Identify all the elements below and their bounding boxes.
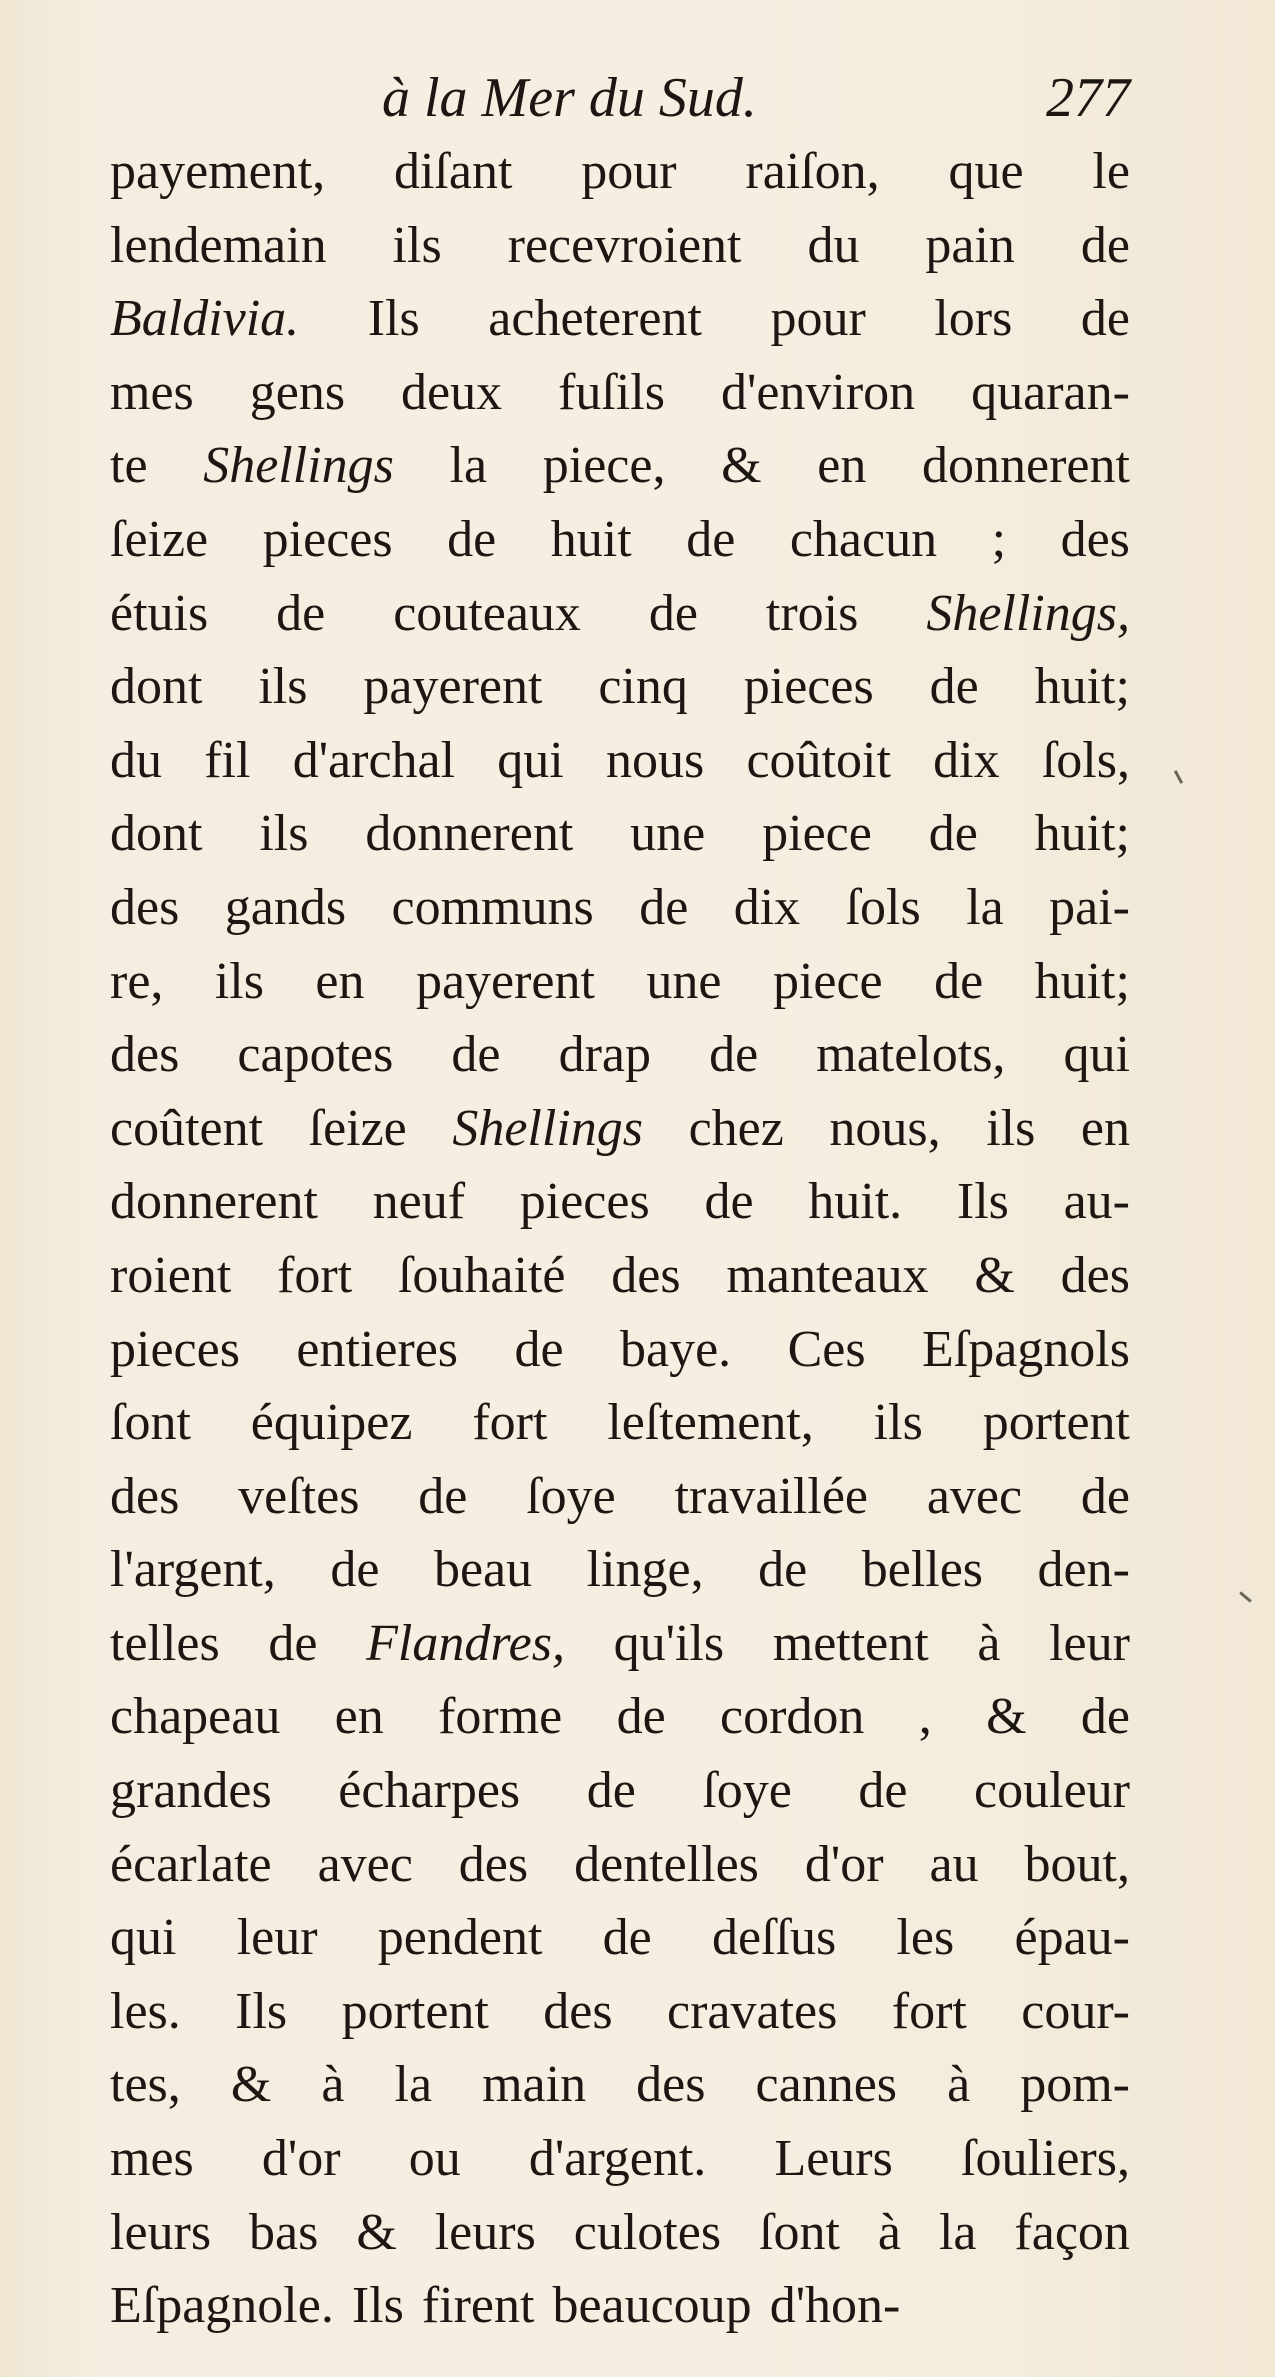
word: chacun [789,510,938,568]
word: fort [277,1246,353,1304]
text-line [110,429,1130,503]
word: des [458,1835,529,1893]
word: dix [733,878,801,936]
word: main [482,2056,587,2114]
margin-mark [1174,770,1183,784]
word: ſols [845,878,921,936]
word: de [418,1467,468,1525]
text-line [110,1313,1130,1387]
word: ils [986,1099,1036,1157]
word: deux [401,363,503,421]
word: neuf [372,1173,466,1231]
word: Ils [367,290,420,348]
word: de [704,1173,754,1231]
word: matelots, [816,1026,1006,1084]
word: des [1060,1246,1130,1304]
word: de [758,1541,808,1599]
word: de [1080,1467,1130,1525]
word: des [636,2056,706,2114]
word: de [1080,1688,1130,1746]
word: & [986,1688,1027,1746]
word: épau- [1014,1909,1130,1967]
word: capotes [237,1026,394,1084]
text-line [110,1239,1130,1313]
word: quaran- [971,363,1130,421]
word: de [929,658,979,716]
word: que [948,143,1024,200]
word: nous, [829,1099,941,1157]
word: & [974,1246,1015,1304]
word: à [877,2203,901,2261]
word: telles [110,1614,220,1672]
word: qui [497,731,564,789]
word: en [334,1688,384,1746]
word: pain [925,216,1015,274]
word: de [330,1541,380,1599]
word: te [110,437,148,495]
word: ſouhaité [397,1246,566,1304]
word: de [709,1026,759,1084]
text-line [110,1092,1130,1166]
word: donnerent [110,1173,318,1231]
text-line [110,1828,1130,1902]
word: de [686,510,736,568]
word: chapeau [110,1688,281,1746]
word: Shellings, [926,584,1130,642]
word: au [929,1835,979,1893]
word: manteaux [726,1246,929,1304]
word: leur [236,1909,318,1967]
word: huit. [808,1173,903,1231]
word: ; [991,510,1007,568]
word: ils [259,805,309,863]
word: mes [110,363,194,421]
word: Leurs [774,2130,893,2188]
word: piece [762,805,872,863]
word: de [858,1762,908,1820]
word: Baldivia. [110,290,300,348]
word: pour [581,143,677,200]
text-line [110,1901,1130,1975]
word: des [543,1982,613,2040]
word: communs [391,878,594,936]
text-line [110,1607,1130,1681]
word: leurs [110,2203,212,2261]
word: mes [110,2130,194,2188]
word: lendemain [110,216,327,274]
word: ſont [110,1394,191,1452]
word: dont [110,805,203,863]
word: de [514,1320,564,1378]
text-line [110,209,1130,283]
text-line [110,650,1130,724]
word: trois [765,584,859,642]
word: des [1060,510,1130,568]
word: & [356,2203,397,2261]
page-header [110,58,1130,138]
word: la [938,2203,977,2261]
word: Shellings [203,437,394,495]
word: cinq [598,658,688,716]
word: pieces [519,1173,650,1231]
text-line [110,1165,1130,1239]
word: entieres [296,1320,459,1378]
text-line [110,797,1130,871]
word: leſtement, [607,1394,814,1452]
text-line [110,356,1130,430]
word: ſeize [308,1099,407,1157]
word: portent [982,1394,1130,1452]
word: de [447,510,497,568]
word: leurs [434,2203,536,2261]
word: pendent [377,1909,543,1967]
word: l'argent, [110,1541,276,1599]
word: à [977,1614,1001,1672]
word: lors [934,290,1013,348]
word: dix [933,731,1000,789]
word: belles [861,1541,984,1599]
word: & [721,437,762,495]
word: les [896,1909,955,1967]
word: Ces [787,1320,866,1378]
word: bas [249,2203,319,2261]
word: du [110,731,162,789]
word: la [394,2056,433,2114]
word: une [646,952,722,1010]
word: de [451,1026,501,1084]
word: d'hon- [769,2277,901,2335]
word: qui [110,1909,177,1967]
word: de [276,584,326,642]
word: du [807,216,860,274]
page-number: 277 [1046,67,1130,129]
text-line [110,1680,1130,1754]
text-line [110,577,1130,651]
word: nous [605,731,705,789]
word: ſoye [526,1467,616,1525]
word: fort [472,1394,548,1452]
word: pom- [1020,2056,1130,2114]
word: fuſils [558,363,665,421]
word: en [1080,1099,1130,1157]
word: avec [317,1835,413,1893]
word: qu'ils [613,1614,725,1672]
word: Eſpagnols [922,1320,1130,1378]
word: payerent [415,952,595,1010]
word: ils [258,658,308,716]
word: coûtoit [746,731,891,789]
word: dont [110,658,203,716]
word: à [321,2056,345,2114]
text-line [110,135,1130,209]
word: de [928,805,978,863]
text-line [110,1018,1130,1092]
word: écharpes [338,1762,521,1820]
word: la [966,878,1004,936]
word: d'or [804,1835,884,1893]
text-line [110,871,1130,945]
word: Ils [351,2277,404,2335]
word: payement, [110,143,326,200]
word: gens [249,363,346,421]
word: roient [110,1246,232,1304]
text-line [110,2048,1130,2122]
word: chez [688,1099,784,1157]
word: gands [224,878,347,936]
word: en [817,437,867,495]
word: de [1080,216,1130,274]
word: fort [891,1982,967,2040]
word: piece, [542,437,666,495]
word: mettent [772,1614,929,1672]
word: Ils [956,1173,1009,1231]
word: pieces [743,658,874,716]
text-line [110,1533,1130,1607]
word: ils [873,1394,923,1452]
word: dentelles [574,1835,759,1893]
text-line [110,282,1130,356]
word: ou [408,2130,461,2188]
word: ſouliers, [961,2130,1130,2188]
word: culotes [573,2203,722,2261]
word: huit; [1034,658,1130,716]
word: pour [770,290,866,348]
word: piece [772,952,883,1010]
margin-mark [1239,1591,1252,1602]
word: couteaux [393,584,581,642]
word: au- [1063,1173,1130,1231]
text-line [110,1386,1130,1460]
word: & [230,2056,272,2114]
word: beau [433,1541,533,1599]
word: Flandres, [366,1614,565,1672]
word: ils [214,952,264,1010]
word: de [602,1909,652,1967]
word: forme [438,1688,563,1746]
word: une [630,805,706,863]
body-text [110,135,1130,2343]
word: pai- [1049,878,1130,936]
word: den- [1037,1541,1130,1599]
word: des [611,1246,681,1304]
word: des [110,878,180,936]
word: Eſpagnole. [110,2277,334,2335]
word: acheterent [488,290,702,348]
word: beaucoup [552,2277,752,2335]
word: écarlate [110,1835,272,1893]
word: des [110,1467,180,1525]
word: qui [1063,1026,1130,1084]
text-line [110,724,1130,798]
word: des [110,1026,180,1084]
word: de [268,1614,318,1672]
text-line [110,2269,1130,2343]
word: couleur [974,1762,1130,1820]
text-line [110,945,1130,1019]
word: bout, [1024,1835,1130,1893]
word: de [934,952,984,1010]
word: ſoye [702,1762,792,1820]
word: portent [341,1982,489,2040]
word: équipez [250,1394,413,1452]
word: baye. [619,1320,732,1378]
word: de [586,1762,636,1820]
word: cannes [755,2056,898,2114]
word: étuis [110,584,209,642]
word: cordon [720,1688,865,1746]
word: ſols, [1041,731,1130,789]
word: veſtes [238,1467,360,1525]
word: les. [110,1982,181,2040]
word: la [449,437,488,495]
word: payerent [363,658,543,716]
word: avec [926,1467,1023,1525]
word: ſeize [110,510,209,568]
word: de [648,584,698,642]
text-line [110,503,1130,577]
word: leur [1049,1614,1130,1672]
word: , [918,1688,932,1746]
word: à [947,2056,971,2114]
word: grandes [110,1762,272,1820]
word: cravates [667,1982,838,2040]
word: de [616,1688,666,1746]
text-line [110,2122,1130,2196]
word: cour- [1021,1982,1130,2040]
word: ils [392,216,442,274]
text-line [110,1975,1130,2049]
word: deſſus [712,1909,837,1967]
word: de [639,878,689,936]
word: Shellings [452,1099,643,1157]
word: façon [1014,2203,1130,2261]
word: en [315,952,365,1010]
word: d'archal [292,731,456,789]
word: donnerent [922,437,1130,495]
word: donnerent [365,805,574,863]
text-line [110,1460,1130,1534]
word: recevroient [507,216,742,274]
word: d'or [261,2130,341,2188]
word: d'argent. [528,2130,707,2188]
word: le [1092,143,1130,200]
word: drap [558,1026,651,1084]
word: firent [421,2277,535,2335]
text-line [110,1754,1130,1828]
word: d'environ [720,363,916,421]
word: linge, [586,1541,704,1599]
word: coûtent [110,1099,264,1157]
word: pieces [262,510,393,568]
word: fil [204,731,251,789]
text-line [110,2196,1130,2270]
word: travaillée [674,1467,868,1525]
word: diſant [393,143,513,200]
word: re, [110,952,164,1010]
running-head: à la Mer du Sud. [382,67,757,129]
word: huit; [1034,952,1130,1010]
word: de [1080,290,1130,348]
word: tes, [110,2056,181,2114]
word: huit [550,510,632,568]
word: raiſon, [745,143,880,200]
word: pieces [110,1320,240,1378]
word: ſont [759,2203,840,2261]
word: huit; [1034,805,1130,863]
word: Ils [235,1982,288,2040]
